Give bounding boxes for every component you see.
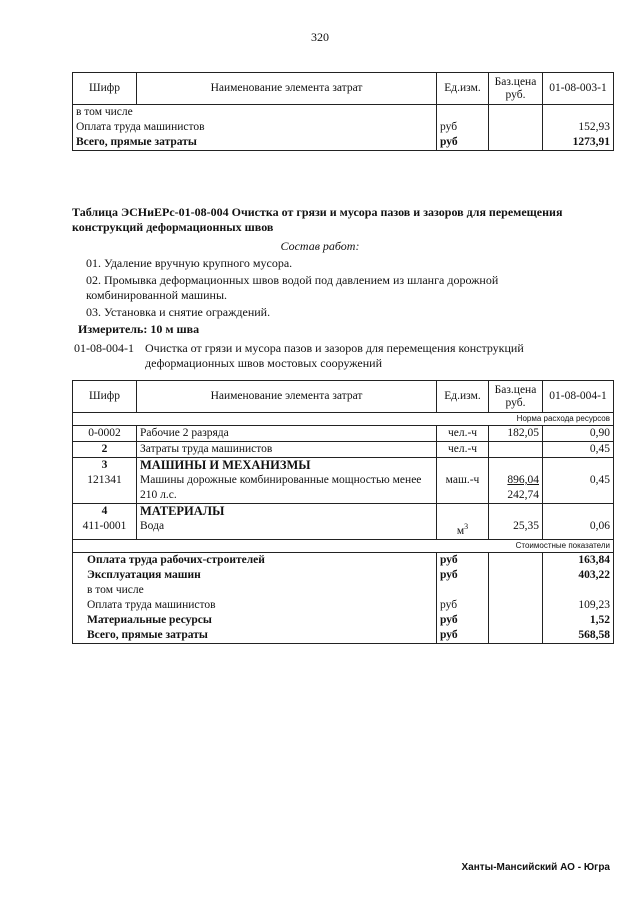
col-id-header: 01-08-003-1: [543, 73, 614, 105]
table-caption: Таблица ЭСНиЕРс-01-08-004 Очистка от грязи и мусора пазов и зазоров для перемещения конструкций деформационных швов: [72, 205, 563, 234]
item-description: деформационных швов мостовых сооружений: [145, 356, 383, 370]
table-row: [73, 135, 614, 151]
footer-region: Ханты-Мансийский АО - Югра: [461, 862, 610, 873]
row-price-operator: 242,74: [507, 489, 539, 501]
total-name: Всего, прямые затраты: [73, 628, 437, 644]
item-code: 01-08-004-1: [74, 341, 134, 355]
row-name: Вода: [137, 519, 437, 539]
total-unit: руб: [437, 628, 489, 644]
table-header-row: [73, 381, 614, 413]
total-unit: руб: [437, 552, 489, 568]
row-price: 896,04: [507, 474, 539, 486]
row-code: 4: [73, 504, 137, 520]
row-unit: маш.-ч: [437, 473, 489, 504]
measure-unit: Измеритель: 10 м шва: [78, 322, 200, 336]
total-unit: руб: [437, 598, 489, 613]
total-name: Оплата труда машинистов: [73, 598, 437, 613]
table-row: [73, 105, 614, 121]
cost-label: Стоимостные показатели: [73, 539, 614, 552]
row-unit: чел.-ч: [437, 426, 489, 442]
row-price: 182,05: [489, 426, 543, 442]
table-row: [73, 120, 614, 135]
total-row: [73, 568, 614, 583]
table-row: [73, 458, 614, 474]
row-name: Машины дорожные комбинированные мощностью менее 210 л.с.: [137, 473, 437, 504]
total-row: [73, 552, 614, 568]
row-unit: руб: [437, 120, 489, 135]
total-name: Материальные ресурсы: [73, 613, 437, 628]
total-value: 568,58: [543, 628, 614, 644]
total-name: в том числе: [73, 583, 437, 598]
row-code: 2: [73, 442, 137, 458]
norm-label: Норма расхода ресурсов: [73, 413, 614, 426]
row-name: Оплата труда машинистов: [73, 120, 437, 135]
table-row: [73, 426, 614, 442]
row-code: 3: [73, 458, 137, 474]
row-value: 152,93: [543, 120, 614, 135]
row-value: 0,45: [543, 442, 614, 458]
total-row: [73, 583, 614, 598]
total-value: 1,52: [543, 613, 614, 628]
col-name-header: Наименование элемента затрат: [137, 381, 437, 413]
table-row: [73, 442, 614, 458]
total-row: [73, 598, 614, 613]
table-header-row: [73, 73, 614, 105]
work-item: 02. Промывка деформационных швов водой под давлением из шланга дорожной: [86, 273, 499, 287]
works-heading: Состав работ:: [280, 239, 360, 253]
total-value: 109,23: [543, 598, 614, 613]
row-name: в том числе: [73, 105, 437, 121]
page-number: 320: [311, 30, 329, 44]
total-value: 163,84: [543, 552, 614, 568]
total-name: Оплата труда рабочих-строителей: [73, 552, 437, 568]
item-description: Очистка от грязи и мусора пазов и зазоров для перемещения конструкций: [145, 341, 524, 355]
total-row: [73, 628, 614, 644]
row-value: 0,90: [543, 426, 614, 442]
table-row: [73, 473, 614, 504]
col-code-header: Шифр: [73, 73, 137, 105]
col-code-header: Шифр: [73, 381, 137, 413]
resource-table: [72, 380, 614, 644]
col-id-header: 01-08-004-1: [543, 381, 614, 413]
total-name: Эксплуатация машин: [73, 568, 437, 583]
col-unit-header: Ед.изм.: [437, 381, 489, 413]
work-item: 01. Удаление вручную крупного мусора.: [86, 256, 293, 270]
row-name: Затраты труда машинистов: [137, 442, 437, 458]
total-unit: руб: [437, 613, 489, 628]
total-value: 403,22: [543, 568, 614, 583]
row-unit: чел.-ч: [437, 442, 489, 458]
total-unit: руб: [437, 568, 489, 583]
table-row: [73, 519, 614, 539]
col-price-header: Баз.цена руб.: [489, 381, 543, 413]
row-unit: $м^3$: [437, 519, 489, 539]
section-heading: МАТЕРИАЛЫ: [137, 504, 437, 520]
table-row: [73, 504, 614, 520]
table-continuation: [72, 72, 614, 151]
section-heading: МАШИНЫ И МЕХАНИЗМЫ: [137, 458, 437, 474]
col-price-header: Баз.цена руб.: [489, 73, 543, 105]
row-value: 1273,91: [543, 135, 614, 151]
row-price: 25,35: [489, 519, 543, 539]
row-name: Рабочие 2 разряда: [137, 426, 437, 442]
row-name: Всего, прямые затраты: [73, 135, 437, 151]
row-code: 121341: [73, 473, 137, 504]
work-item: комбинированной машины.: [86, 288, 228, 302]
row-code: 0-0002: [73, 426, 137, 442]
row-unit: руб: [437, 135, 489, 151]
total-row: [73, 613, 614, 628]
row-value: 0,45: [543, 473, 614, 504]
row-code: 411-0001: [73, 519, 137, 539]
work-item: 03. Установка и снятие ограждений.: [86, 305, 271, 319]
col-unit-header: Ед.изм.: [437, 73, 489, 105]
row-value: 0,06: [543, 519, 614, 539]
col-name-header: Наименование элемента затрат: [137, 73, 437, 105]
